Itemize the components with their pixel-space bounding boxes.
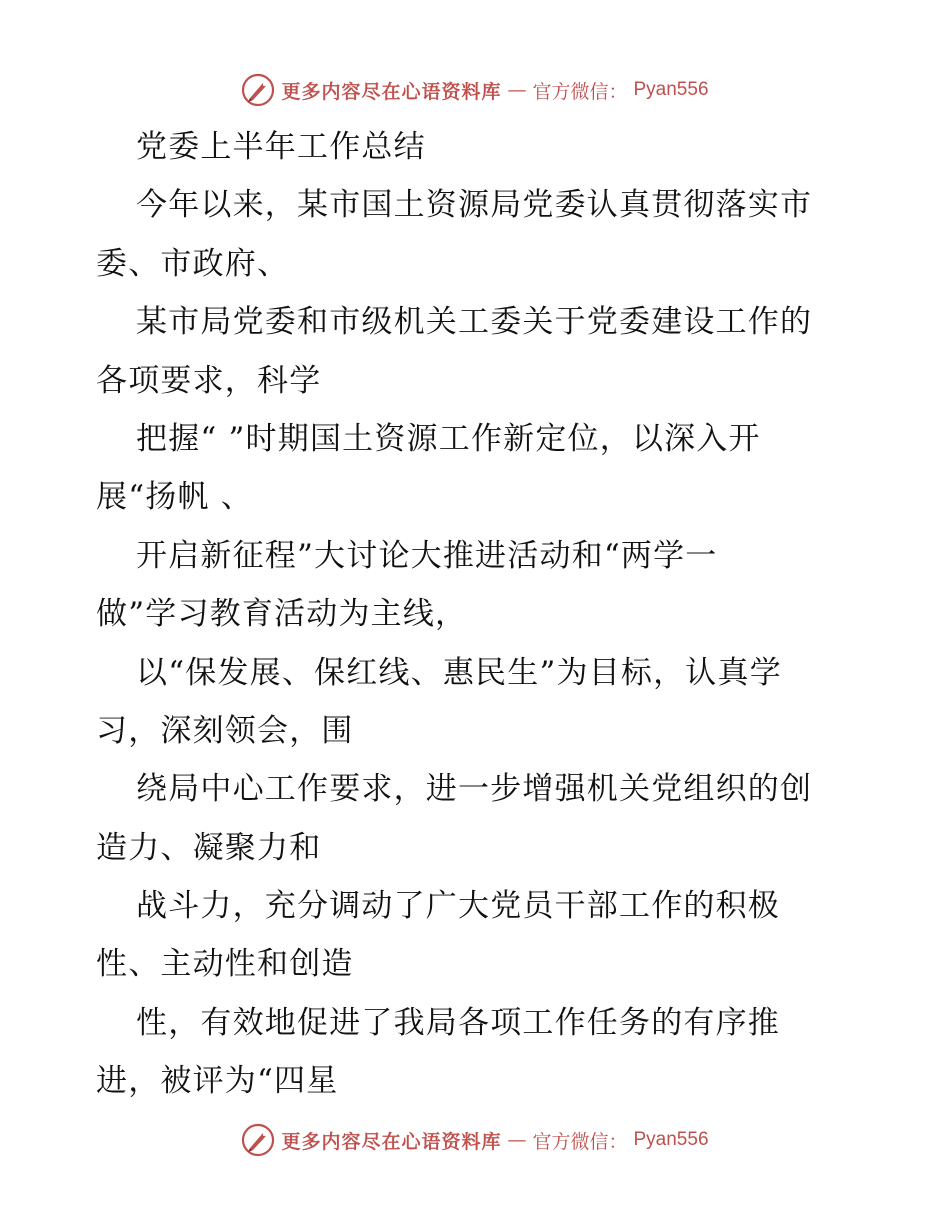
paragraph-line: 造力、凝聚力和 — [96, 829, 322, 866]
wechat-id: Pyan556 — [633, 1129, 709, 1150]
paragraph-line: 把握“ ”时期国土资源工作新定位，以深入开 — [136, 420, 761, 457]
paragraph-line: 展“扬帆 、 — [96, 479, 253, 516]
watermark-text: 更多内容尽在心语资料库 — [281, 80, 502, 103]
paragraph-line: 进，被评为“四星 — [96, 1063, 339, 1100]
paragraph-line: 今年以来，某市国土资源局党委认真贯彻落实市 — [136, 187, 813, 224]
paragraph-line: 性，有效地促进了我局各项工作任务的有序推 — [136, 1004, 780, 1041]
paragraph-line: 习，深刻领会，围 — [96, 712, 354, 749]
paragraph-line: 开启新征程”大讨论大推进活动和“两学一 — [136, 537, 718, 574]
wechat-label: 官方微信： — [532, 1130, 628, 1153]
paragraph-line: 性、主动性和创造 — [96, 946, 354, 983]
watermark-footer — [0, 1120, 950, 1160]
paragraph-line: 绕局中心工作要求，进一步增强机关党组织的创 — [136, 771, 813, 808]
watermark-header — [0, 70, 950, 110]
document-body — [96, 118, 856, 1111]
paragraph-line: 各项要求，科学 — [96, 362, 322, 399]
document-title: 党委上半年工作总结 — [136, 129, 426, 165]
watermark-dash: — — [507, 1129, 527, 1151]
pen-nib-icon — [241, 73, 275, 107]
wechat-id: Pyan556 — [633, 79, 709, 100]
paragraph-line: 委、市政府、 — [96, 245, 290, 282]
wechat-label: 官方微信： — [532, 80, 628, 103]
paragraph-line: 以“保发展、保红线、惠民生”为目标，认真学 — [136, 654, 782, 691]
paragraph-line: 做”学习教育活动为主线， — [96, 596, 468, 633]
pen-nib-icon — [241, 1123, 275, 1157]
watermark-text: 更多内容尽在心语资料库 — [281, 1130, 502, 1153]
watermark-dash: — — [507, 79, 527, 101]
paragraph-line: 某市局党委和市级机关工委关于党委建设工作的 — [136, 304, 813, 341]
paragraph-line: 战斗力，充分调动了广大党员干部工作的积极 — [136, 888, 780, 925]
